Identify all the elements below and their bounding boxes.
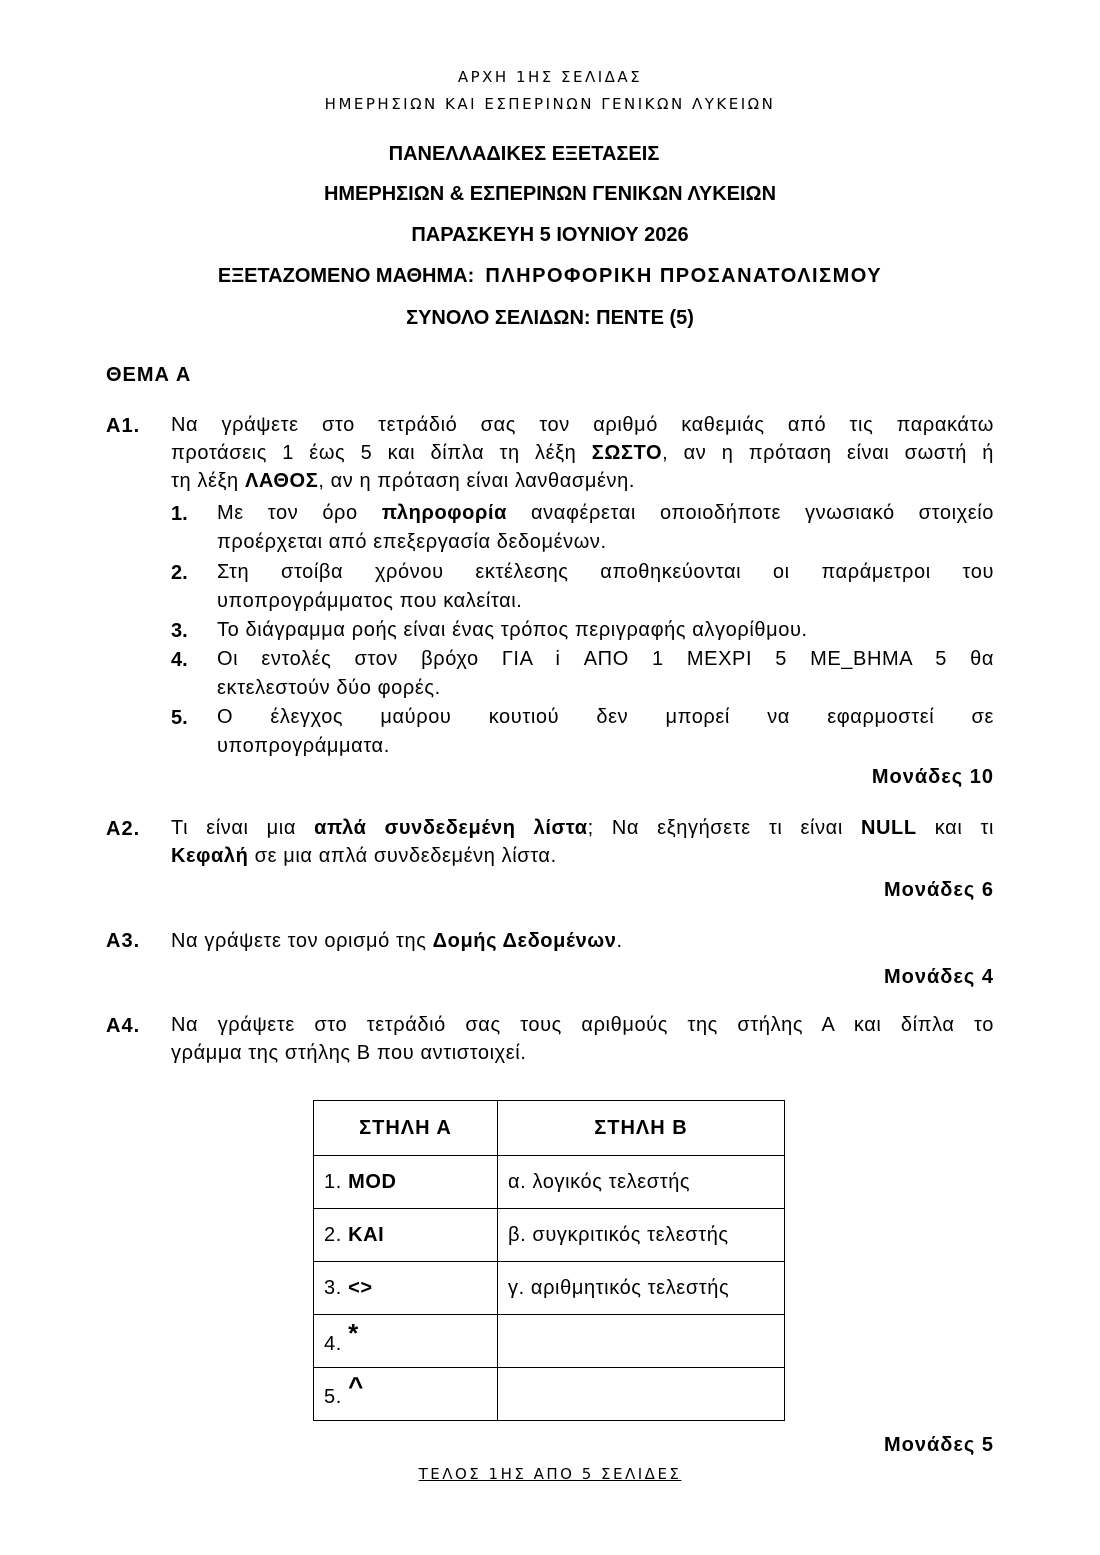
- column-a-header: ΣΤΗΛΗ Α: [314, 1101, 498, 1156]
- a1-item-1-line-1: [217, 499, 994, 528]
- a1-units: Μονάδες 10: [871, 766, 994, 788]
- a1-line-2: [171, 439, 994, 467]
- subject-label: ΕΞΕΤΑΖΟΜΕΝΟ ΜΑΘΗΜΑ:: [217, 265, 475, 287]
- a1-item-2-text: [217, 558, 994, 616]
- question-a2-text: [171, 814, 994, 870]
- title-subject-line: [0, 265, 1100, 288]
- title-schools: ΗΜΕΡΗΣΙΩΝ & ΕΣΠΕΡΙΝΩΝ ΓΕΝΙΚΩΝ ΛΥΚΕΙΩΝ: [323, 183, 777, 205]
- a1-line-1: Να γράψετε στο τετράδιό σας τον αριθμό καθεμιάς από τις παρακάτω: [171, 414, 994, 436]
- a1-item-5-text: [217, 703, 994, 761]
- column-b-cell: [498, 1368, 785, 1421]
- a1-item-1-line-2: προέρχεται από επεξεργασία δεδομένων.: [217, 531, 607, 553]
- question-a4-number: Α4.: [106, 1015, 141, 1037]
- a1-item-5-line-1: Ο έλεγχος μαύρου κουτιού δεν μπορεί να εφαρμοστεί σε: [217, 706, 994, 728]
- a3-units: Μονάδες 4: [884, 966, 994, 988]
- a2-post: και τι: [916, 817, 994, 839]
- a1-item-3-number: 3.: [171, 620, 188, 642]
- column-a-cell: [314, 1315, 498, 1368]
- a1-item-1-post: αναφέρεται οποιοδήποτε γνωσιακό στοιχείο: [507, 502, 994, 524]
- row-number: 1.: [324, 1170, 342, 1193]
- a1-item-3-text: [217, 616, 994, 645]
- a1-item-3-line-1: Το διάγραμμα ροής είναι ένας τρόπος περιγραφής αλγορίθμου.: [217, 619, 808, 641]
- a2-units: Μονάδες 6: [884, 879, 994, 901]
- question-a3-text: [171, 927, 994, 955]
- a1-item-5-line-2: υποπρογράμματα.: [217, 735, 390, 757]
- a4-units: Μονάδες 5: [884, 1434, 994, 1456]
- column-b-cell: [498, 1315, 785, 1368]
- row-number: 4.: [324, 1332, 342, 1355]
- a2-line-1: [171, 814, 994, 842]
- a1-item-4-number: 4.: [171, 649, 188, 671]
- a1-item-1-pre: Με τον όρο: [217, 502, 382, 524]
- operator-and: ΚΑΙ: [348, 1223, 385, 1246]
- operator-mod: MOD: [348, 1170, 397, 1193]
- a2-term-head: Κεφαλή: [171, 845, 249, 867]
- a1-item-4-line-1: Οι εντολές στον βρόχο ΓΙΑ i ΑΠΟ 1 ΜΕΧΡΙ 5 ΜΕ_ΒΗΜΑ 5 θα: [217, 648, 994, 670]
- a1-line-2-post: , αν η πρόταση είναι σωστή ή: [662, 442, 995, 464]
- column-b-cell: β. συγκριτικός τελεστής: [498, 1209, 785, 1262]
- question-a1-number: Α1.: [106, 415, 141, 437]
- a2-mid: ; Να εξηγήσετε τι είναι: [587, 817, 861, 839]
- header-top-line: ΑΡΧΗ 1ΗΣ ΣΕΛΙΔΑΣ: [457, 68, 643, 86]
- question-a2-number: Α2.: [106, 818, 141, 840]
- a4-line-1: Να γράψετε στο τετράδιό σας τους αριθμούς της στήλης Α και δίπλα το: [171, 1014, 994, 1036]
- a1-keyword-correct: ΣΩΣΤΟ: [591, 442, 663, 464]
- a4-line-2: γράμμα της στήλης Β που αντιστοιχεί.: [171, 1042, 527, 1064]
- table-row: [314, 1368, 785, 1421]
- a1-line-3: [171, 467, 994, 495]
- table-row: [314, 1315, 785, 1368]
- a2-term-null: NULL: [860, 817, 917, 839]
- a1-item-2-line-1: Στη στοίβα χρόνου εκτέλεσης αποθηκεύονται οι παράμετροι του: [217, 561, 994, 583]
- a3-pre: Να γράψετε τον ορισμό της: [171, 930, 433, 952]
- operator-power: ^: [348, 1370, 364, 1401]
- a1-item-2-line-2: υποπρογράμματος που καλείται.: [217, 590, 523, 612]
- title-exams: ΠΑΝΕΛΛΑΔΙΚΕΣ ΕΞΕΤΑΣΕΙΣ: [388, 143, 660, 165]
- a1-item-4-text: [217, 645, 994, 703]
- column-a-cell: [314, 1156, 498, 1209]
- column-a-cell: [314, 1262, 498, 1315]
- row-number: 5.: [324, 1385, 342, 1408]
- a1-item-1-text: [217, 499, 994, 557]
- row-number: 3.: [324, 1276, 342, 1299]
- section-heading: ΘΕΜΑ Α: [106, 364, 192, 386]
- operator-multiply: *: [348, 1317, 359, 1348]
- a1-item-5-number: 5.: [171, 707, 188, 729]
- column-a-cell: [314, 1368, 498, 1421]
- a2-term-linked-list: απλά συνδεδεμένη λίστα: [314, 817, 588, 839]
- table-row: [314, 1209, 785, 1262]
- a3-post: .: [616, 930, 623, 952]
- title-total-pages: ΣΥΝΟΛΟ ΣΕΛΙΔΩΝ: ΠΕΝΤΕ (5): [406, 307, 694, 329]
- footer-text: ΤΕΛΟΣ 1ΗΣ ΑΠΟ 5 ΣΕΛΙΔΕΣ: [418, 1465, 682, 1483]
- table-row: [314, 1262, 785, 1315]
- a1-item-1-term: πληροφορία: [381, 502, 508, 524]
- subject-name: ΠΛΗΡΟΦΟΡΙΚΗ ΠΡΟΣΑΝΑΤΟΛΙΣΜΟΥ: [485, 265, 883, 287]
- title-date: ΠΑΡΑΣΚΕΥΗ 5 ΙΟΥΝΙΟΥ 2026: [411, 224, 689, 246]
- a1-line-2-pre: προτάσεις 1 έως 5 και δίπλα τη λέξη: [171, 442, 592, 464]
- table-row: [314, 1156, 785, 1209]
- a1-line-3-pre: τη λέξη: [171, 470, 245, 492]
- header-second-line: ΗΜΕΡΗΣΙΩΝ ΚΑΙ ΕΣΠΕΡΙΝΩΝ ΓΕΝΙΚΩΝ ΛΥΚΕΙΩΝ: [324, 95, 776, 113]
- row-number: 2.: [324, 1223, 342, 1246]
- column-b-cell: α. λογικός τελεστής: [498, 1156, 785, 1209]
- a2-line-2-post: σε μια απλά συνδεδεμένη λίστα.: [248, 845, 557, 867]
- a2-pre: Τι είναι μια: [171, 817, 315, 839]
- table-header-row: [314, 1101, 785, 1156]
- operator-not-equal: <>: [348, 1276, 373, 1299]
- a1-line-3-post: , αν η πρόταση είναι λανθασμένη.: [318, 470, 635, 492]
- a1-item-2-number: 2.: [171, 562, 188, 584]
- matching-table: [313, 1100, 785, 1421]
- question-a3-number: Α3.: [106, 930, 141, 952]
- question-a1-text: [171, 411, 994, 495]
- a1-item-4-line-2: εκτελεστούν δύο φορές.: [217, 677, 441, 699]
- a3-line-1: [171, 927, 994, 955]
- a3-term-data-structure: Δομής Δεδομένων: [432, 930, 617, 952]
- column-b-header: ΣΤΗΛΗ Β: [498, 1101, 785, 1156]
- a1-keyword-wrong: ΛΑΘΟΣ: [244, 470, 319, 492]
- column-b-cell: γ. αριθμητικός τελεστής: [498, 1262, 785, 1315]
- a1-item-1-number: 1.: [171, 503, 188, 525]
- a2-line-2: [171, 842, 994, 870]
- question-a4-text: [171, 1011, 994, 1067]
- page-footer: [0, 1465, 1100, 1483]
- column-a-cell: [314, 1209, 498, 1262]
